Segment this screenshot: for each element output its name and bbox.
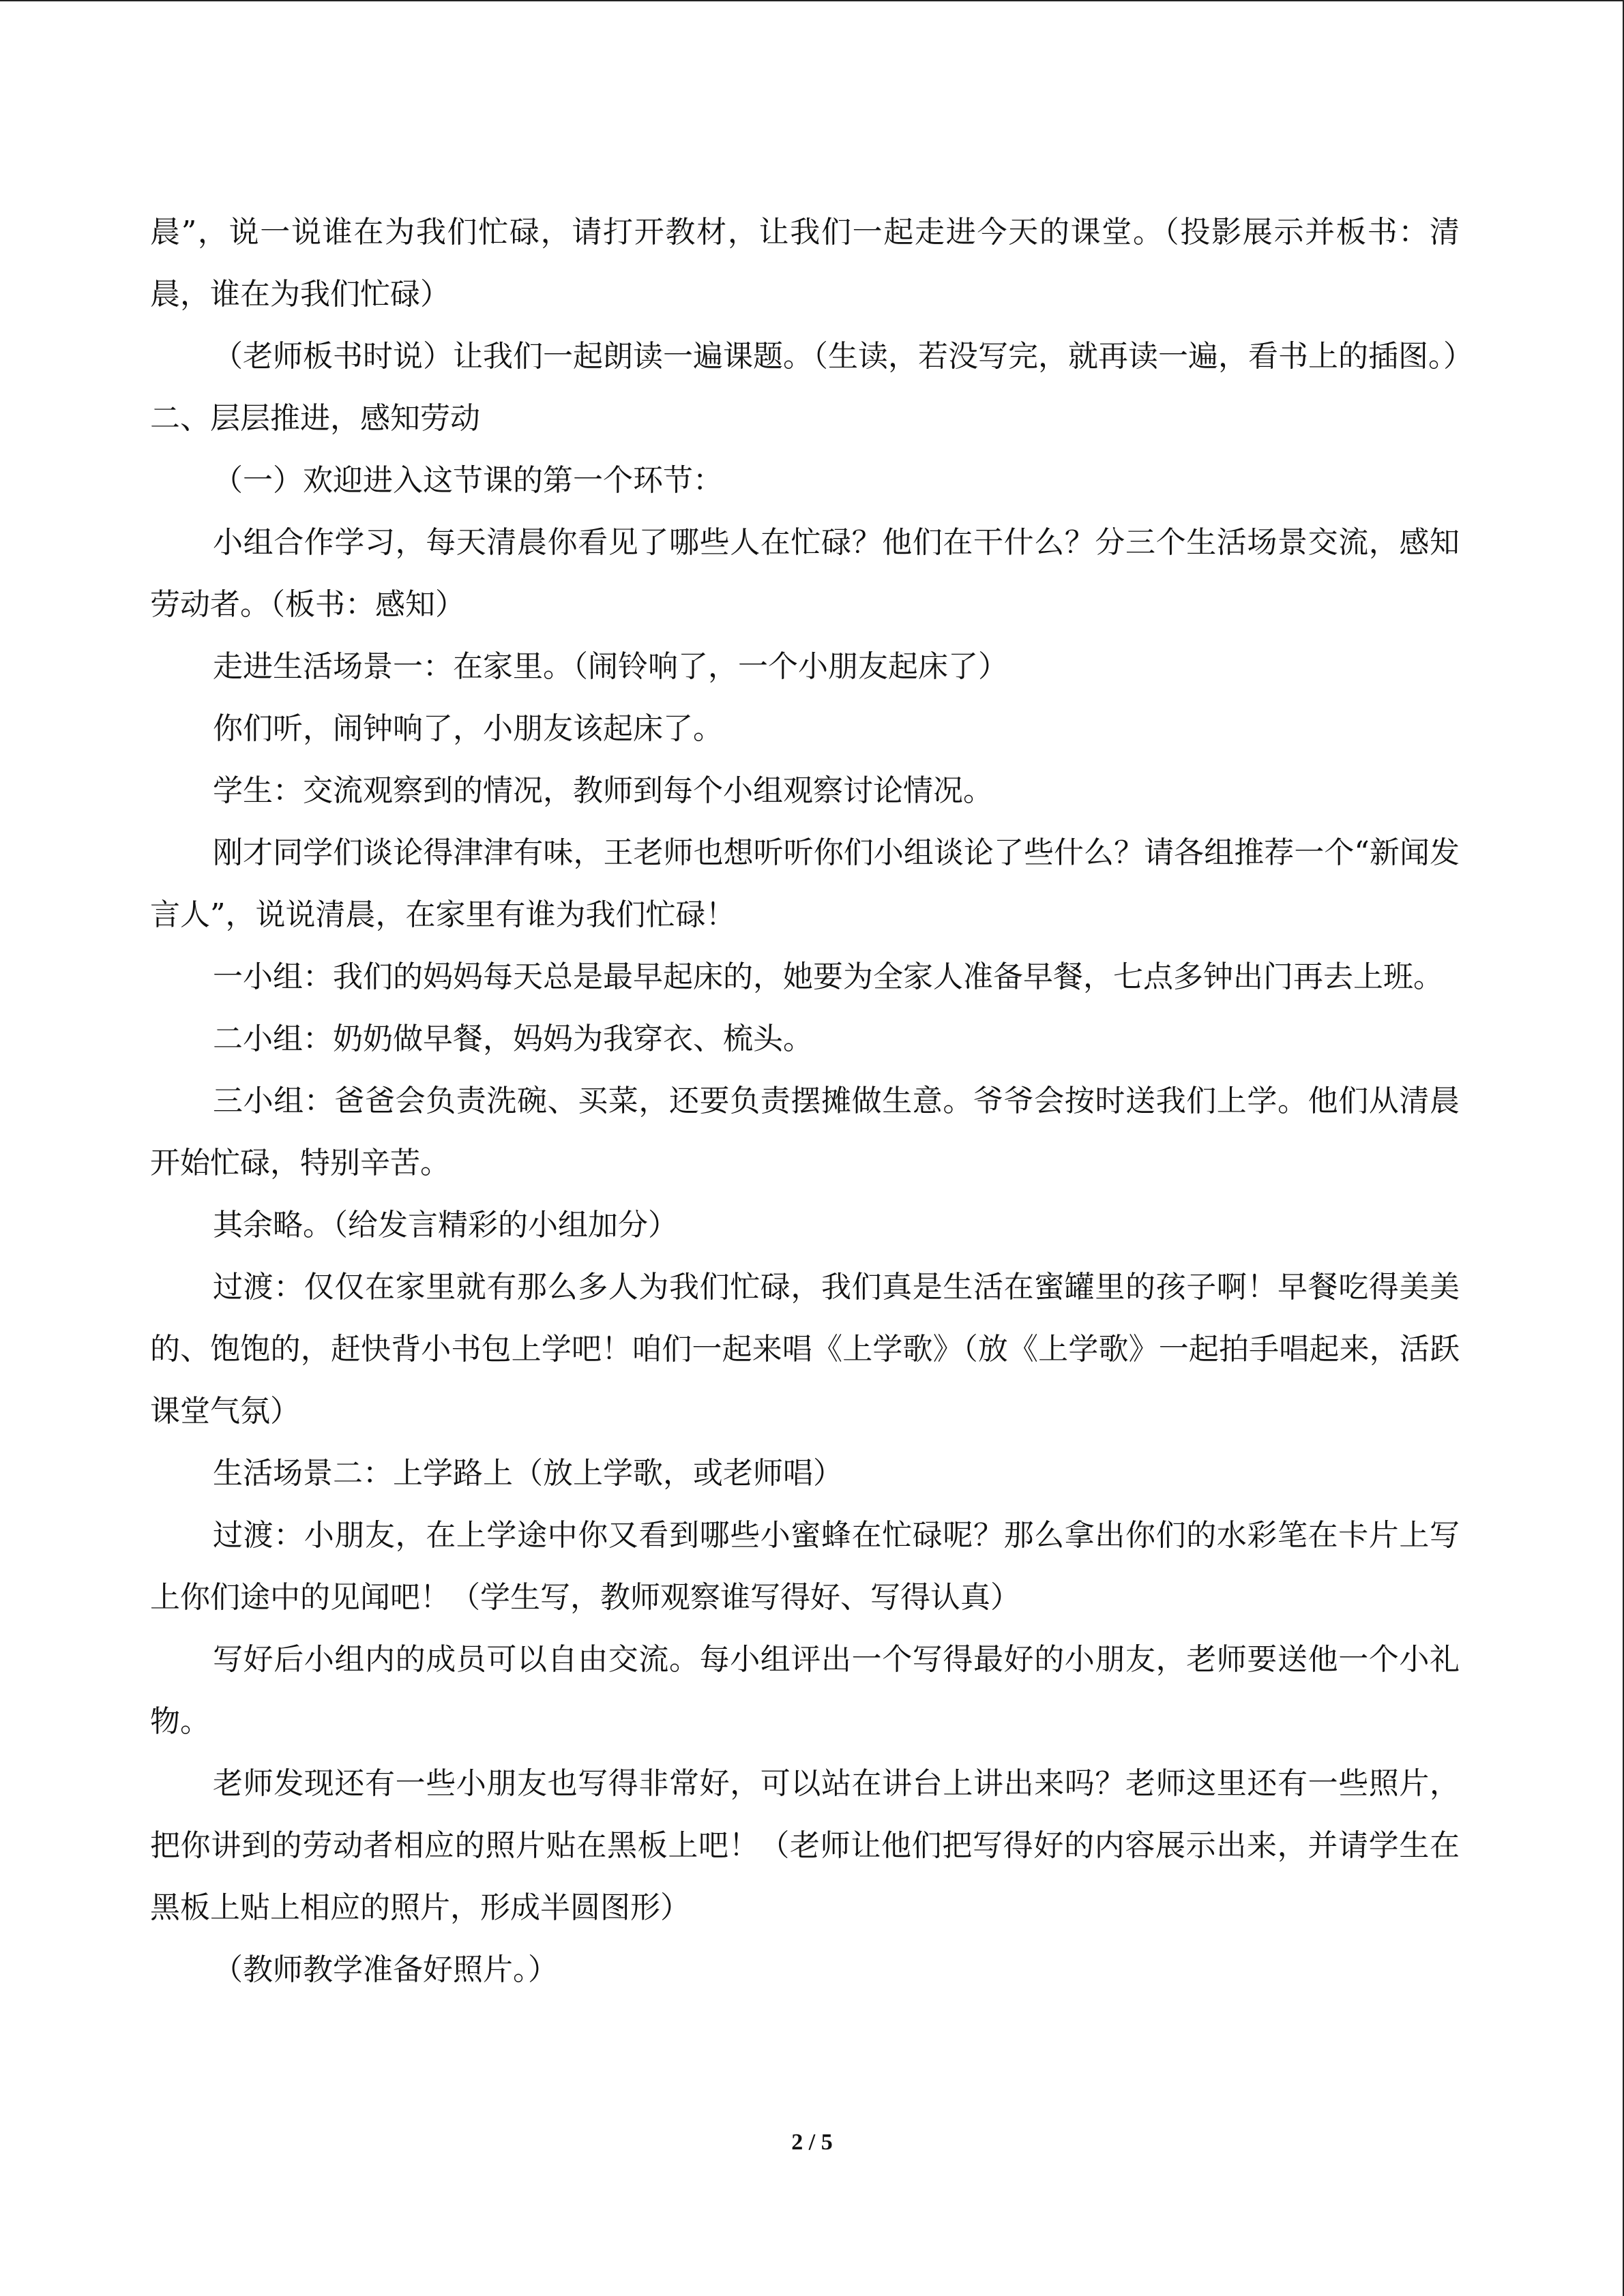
paragraph: 写好后小组内的成员可以自由交流。每小组评出一个写得最好的小朋友，老师要送他一个小礼物。 — [150, 1642, 1460, 1739]
paragraph: 学生：交流观察到的情况，教师到每个小组观察讨论情况。 — [213, 773, 993, 808]
paragraph: 二小组：奶奶做早餐，妈妈为我穿衣、梳头。 — [213, 1022, 813, 1056]
paragraph: （老师板书时说）让我们一起朗读一遍课题。（生读，若没写完，就再读一遍，看书上的插图。） — [213, 339, 1473, 374]
paragraph: 生活场景二：上学路上（放上学歌，或老师唱） — [213, 1456, 843, 1491]
page-number: 2 / 5 — [791, 2130, 833, 2155]
paragraph: 过渡：仅仅在家里就有那么多人为我们忙碌，我们真是生活在蜜罐里的孩子啊！早餐吃得美美的、饱饱的，赶快背小书包上学吧！咱们一起来唱《上学歌》（放《上学歌》一起拍手唱起来，活跃课堂气氛） — [150, 1270, 1460, 1429]
paragraph: 晨”，说一说谁在为我们忙碌，请打开教材，让我们一起走进今天的课堂。（投影展示并板书：清晨，谁在为我们忙碌） — [150, 215, 1460, 312]
paragraph: （教师教学准备好照片。） — [213, 1952, 558, 1987]
paragraph: 一小组：我们的妈妈每天总是最早起床的，她要为全家人准备早餐，七点多钟出门再去上班。 — [213, 959, 1443, 994]
page-top-border — [0, 0, 1624, 1]
paragraph: 你们听，闹钟响了，小朋友该起床了。 — [213, 711, 723, 746]
paragraph: 三小组：爸爸会负责洗碗、买菜，还要负责摆摊做生意。爷爷会按时送我们上学。他们从清晨开始忙碌，特别辛苦。 — [150, 1084, 1460, 1180]
subsection-heading: （一）欢迎进入这节课的第一个环节： — [213, 463, 723, 498]
paragraph: 其余略。（给发言精彩的小组加分） — [213, 1208, 678, 1242]
paragraph: 走进生活场景一：在家里。（闹铃响了，一个小朋友起床了） — [213, 649, 1008, 684]
paragraph: 过渡：小朋友，在上学途中你又看到哪些小蜜蜂在忙碌呢？那么拿出你们的水彩笔在卡片上写上你们途中的见闻吧！（学生写，教师观察谁写得好、写得认真） — [150, 1518, 1460, 1615]
paragraph: 小组合作学习，每天清晨你看见了哪些人在忙碌？他们在干什么？分三个生活场景交流，感知劳动者。（板书：感知） — [150, 525, 1460, 622]
section-heading: 二、层层推进，感知劳动 — [150, 401, 480, 436]
document-body — [150, 201, 1473, 2001]
paragraph: 刚才同学们谈论得津津有味，王老师也想听听你们小组谈论了些什么？请各组推荐一个“新闻发言人”，说说清晨，在家里有谁为我们忙碌！ — [150, 835, 1460, 932]
paragraph: 老师发现还有一些小朋友也写得非常好，可以站在讲台上讲出来吗？老师这里还有一些照片，把你讲到的劳动者相应的照片贴在黑板上吧！（老师让他们把写得好的内容展示出来，并请学生在黑板上贴上相应的照片，形成半圆图形） — [150, 1766, 1460, 1925]
